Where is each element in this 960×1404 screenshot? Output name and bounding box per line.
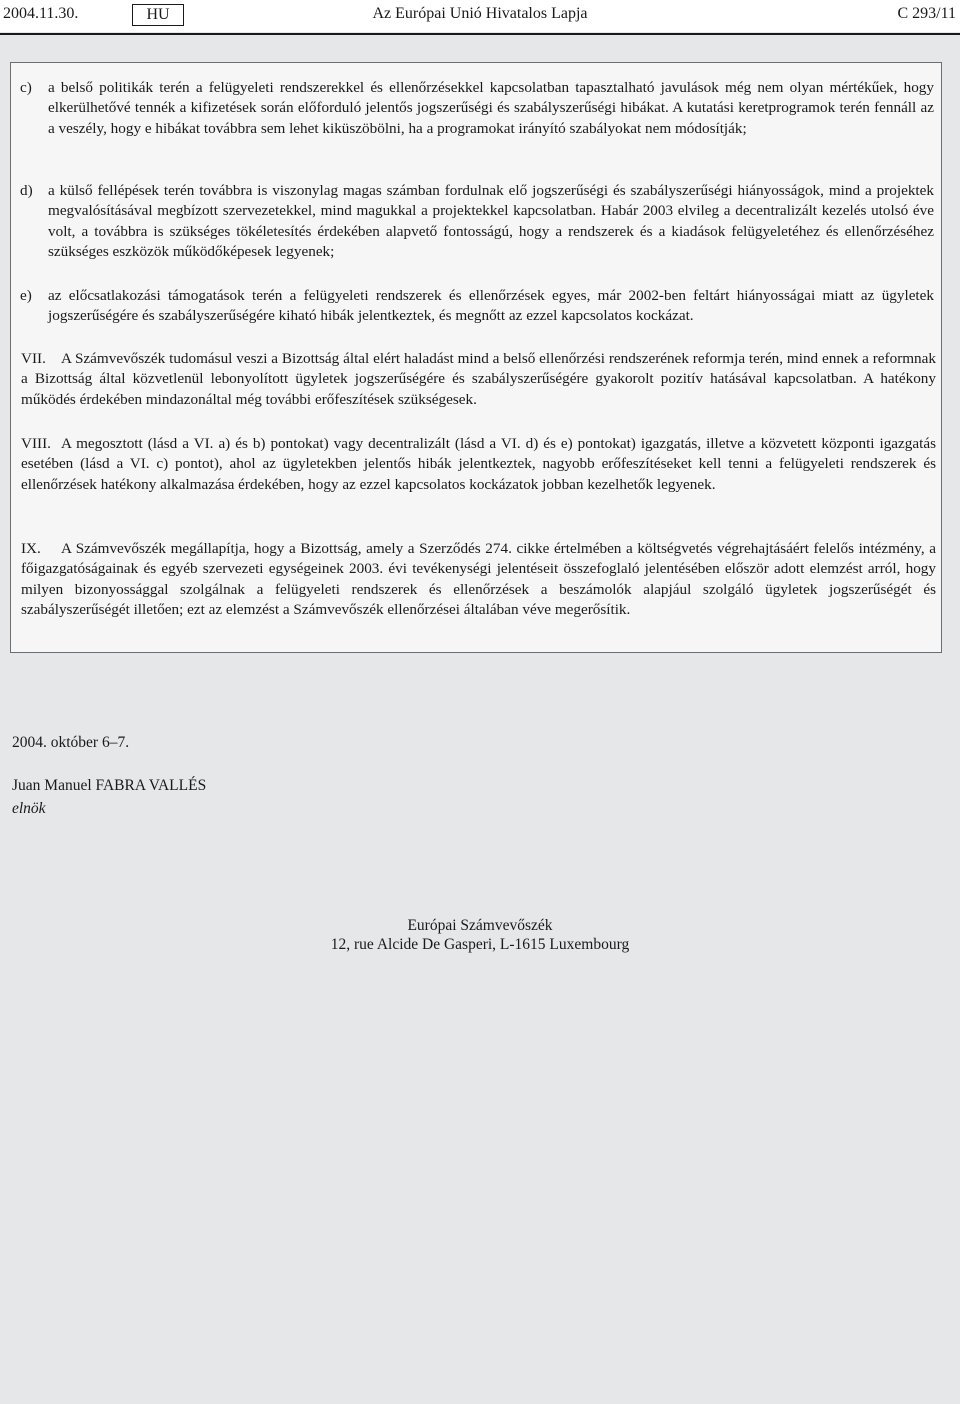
paragraph-number: IX. (21, 540, 41, 557)
page-number: C 293/11 (897, 5, 956, 22)
item-label: d) (20, 182, 33, 199)
finding-item-d (12, 181, 940, 262)
signature-date: 2004. október 6–7. (12, 734, 130, 751)
item-text: az előcsatlakozási támogatások terén a felügyeleti rendszerek és ellenőrzések egyes, már 2002-ben feltárt hiányosságai miatt az ügyletek jogszerűségére és szabályszerűségére kiható hibák jelentkeztek, és megnőtt az ezzel kapcsolatos kockázat. (48, 287, 934, 325)
paragraph-vii (21, 349, 936, 410)
paragraph-number: VII. (21, 350, 46, 367)
language-badge: HU (132, 4, 184, 26)
item-text: a külső fellépések terén továbbra is viszonylag magas számban fordulnak elő jogszerűségi és szabályszerűségi hiányosságok, mind a projektek megvalósításával megbízott szervezetekkel, mind magukkal a projektekkel kapcsolatban. Habár 2003 elvileg a decentralizált kezelés utolsó éve volt, a továbbra is szükséges tökéletesítés érdekében alapvető fontosságú, hogy a rendszerek és a kiadások felügyeletéhez és ellenőrzéséhez szükséges eszközök működőképesek legyenek; (48, 182, 934, 260)
finding-item-e (12, 286, 940, 327)
signatory-role: elnök (12, 800, 46, 817)
paragraph-ix (21, 539, 936, 620)
signatory-name: Juan Manuel FABRA VALLÉS (12, 777, 207, 794)
journal-title: Az Európai Unió Hivatalos Lapja (372, 5, 588, 22)
paragraph-text: A megosztott (lásd a VI. a) és b) pontokat) vagy decentralizált (lásd a VI. d) és e) pontokat) igazgatás, illetve a közvetett központi igazgatás esetében (lásd a VI. c) pontot), ahol az ügyletekben jelentős hibák jelentkeztek, nagyobb erőfeszítéseket kell tenni a felügyeleti rendszerek és ellenőrzések hatékony alkalmazása érdekében, hogy az ezzel kapcsolatos kockázatok jobban kezelhetők legyenek. (21, 435, 936, 493)
item-label: c) (20, 79, 32, 96)
paragraph-number: VIII. (21, 435, 51, 452)
institution-address: 12, rue Alcide De Gasperi, L-1615 Luxembourg (330, 936, 630, 953)
item-text: a belső politikák terén a felügyeleti rendszerekkel és ellenőrzésekkel kapcsolatban tapasztalható javulások még nem olyan mértékűek, hogy elkerülhetővé tennék a kifizetések során előforduló jelentős jogszerűségi és szabályszerűségi hibákat. A kutatási keretprogramok terén fennáll az a veszély, hogy e hibákat továbbra sem lehet kiküszöbölni, ha a programokat irányító szabályokat nem módosítják; (48, 79, 934, 137)
finding-item-c (12, 78, 940, 139)
paragraph-viii (21, 434, 936, 495)
item-label: e) (20, 287, 32, 304)
paragraph-text: A Számvevőszék tudomásul veszi a Bizottság által elért haladást mind a belső ellenőrzési rendszerének reformja terén, mind ennek a reformnak a Bizottság által közvetlenül lebonyolított ügyletek jogszerűségére és szabályszerűségére gyakorolt pozitív hatásával kapcsolatban. A hatékony működés érdekében mindazonáltal még további erőfeszítések szükségesek. (21, 350, 936, 408)
publication-date: 2004.11.30. (3, 5, 79, 22)
header-rule (0, 33, 960, 35)
paragraph-text: A Számvevőszék megállapítja, hogy a Bizottság, amely a Szerződés 274. cikke értelmében a költségvetés végrehajtásáért felelős intézmény, a főigazgatóságainak és egyéb szervezeti egységeinek 2003. évi tevékenységi jelentéseit összefoglaló jelentésében először adott elemzést arról, hogy milyen bizonyossággal szolgálnak a felügyeleti rendszerek és ellenőrzések a beszámolók alapjául szolgáló ügyletek jogszerűségét és szabályszerűségét illetően; ezt az elemzést a Számvevőszék ellenőrzései általában véve megerősítik. (21, 540, 936, 618)
institution-name: Európai Számvevőszék (407, 917, 553, 934)
page-header (0, 0, 960, 32)
